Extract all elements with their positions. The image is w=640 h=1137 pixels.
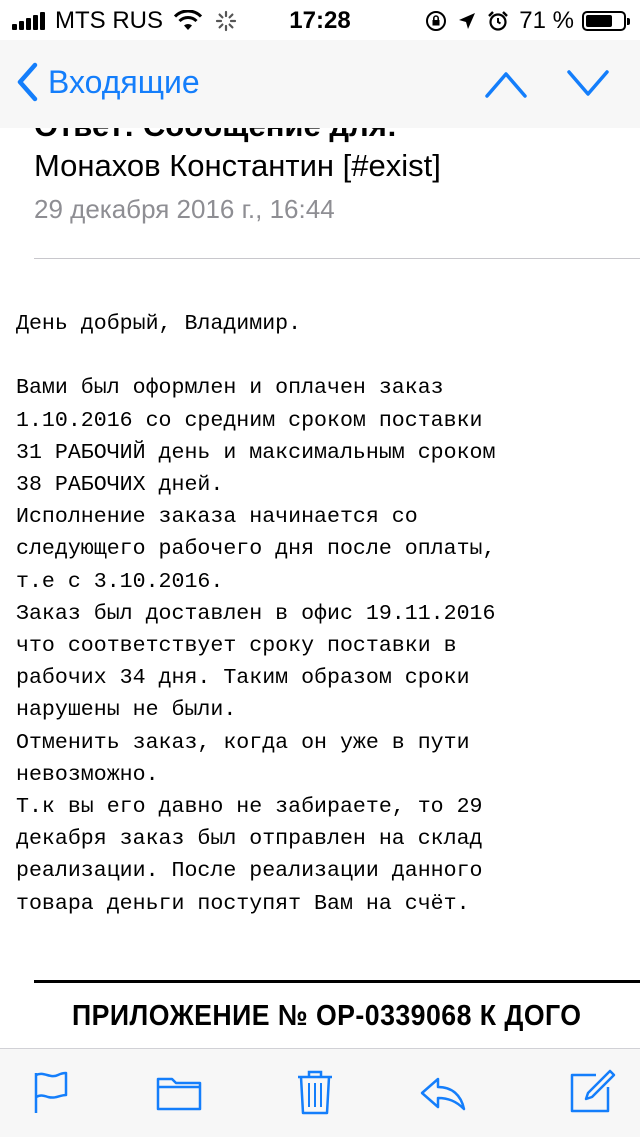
body-line: следующего рабочего дня после оплаты, <box>16 537 496 562</box>
compose-icon[interactable] <box>566 1067 616 1117</box>
body-line <box>16 340 636 372</box>
body-line: Вами был оформлен и оплачен заказ <box>16 376 444 401</box>
body-line: 1.10.2016 со средним сроком поставки <box>16 408 483 433</box>
previous-message-button[interactable] <box>484 66 528 100</box>
flag-icon[interactable] <box>26 1067 76 1117</box>
body-line: невозможно. <box>16 762 159 787</box>
attachment-preview-title[interactable]: ПРИЛОЖЕНИЕ № ОР-0339068 К ДОГО <box>72 1000 582 1032</box>
body-line: 38 РАБОЧИХ дней. <box>16 473 224 498</box>
alarm-icon <box>487 10 509 32</box>
reply-icon[interactable] <box>418 1067 468 1117</box>
bottom-toolbar <box>0 1048 640 1137</box>
header-divider <box>34 258 640 259</box>
orientation-lock-icon <box>425 10 447 32</box>
body-line: Исполнение заказа начинается со <box>16 505 418 530</box>
body-line: Заказ был доставлен в офис 19.11.2016 <box>16 601 496 626</box>
body-line: т.е с 3.10.2016. <box>16 569 224 594</box>
chevron-left-icon <box>16 62 38 102</box>
battery-percent: 71 % <box>519 7 574 34</box>
message-body <box>16 308 636 920</box>
carrier-name: MTS RUS <box>55 7 163 34</box>
body-line: товара деньги поступят Вам на счёт. <box>16 891 470 916</box>
body-line: рабочих 34 дня. Таким образом сроки <box>16 666 470 691</box>
trash-icon[interactable] <box>290 1067 340 1117</box>
message-sender[interactable]: Монахов Константин [#exist] <box>34 148 441 183</box>
body-line: реализации. После реализации данного <box>16 859 483 884</box>
next-message-button[interactable] <box>566 66 610 100</box>
body-line: День добрый, Владимир. <box>16 312 302 336</box>
status-time: 17:28 <box>289 7 351 34</box>
status-bar <box>0 0 640 40</box>
back-button-label: Входящие <box>48 63 200 100</box>
attachment-rule <box>34 980 640 983</box>
battery-icon <box>582 11 626 31</box>
body-line: декабря заказ был отправлен на склад <box>16 827 483 852</box>
location-icon <box>457 11 477 31</box>
body-line: Т.к вы его давно не забираете, то 29 <box>16 795 483 820</box>
body-line: 31 РАБОЧИЙ день и максимальным сроком <box>16 440 496 465</box>
body-line: Отменить заказ, когда он уже в пути <box>16 730 470 755</box>
folder-icon[interactable] <box>154 1067 204 1117</box>
body-line: нарушены не были. <box>16 698 237 723</box>
body-line: что соответствует сроку поставки в <box>16 634 457 659</box>
message-date: 29 декабря 2016 г., 16:44 <box>34 194 335 224</box>
back-button[interactable] <box>16 62 200 102</box>
navigation-bar <box>0 40 640 128</box>
